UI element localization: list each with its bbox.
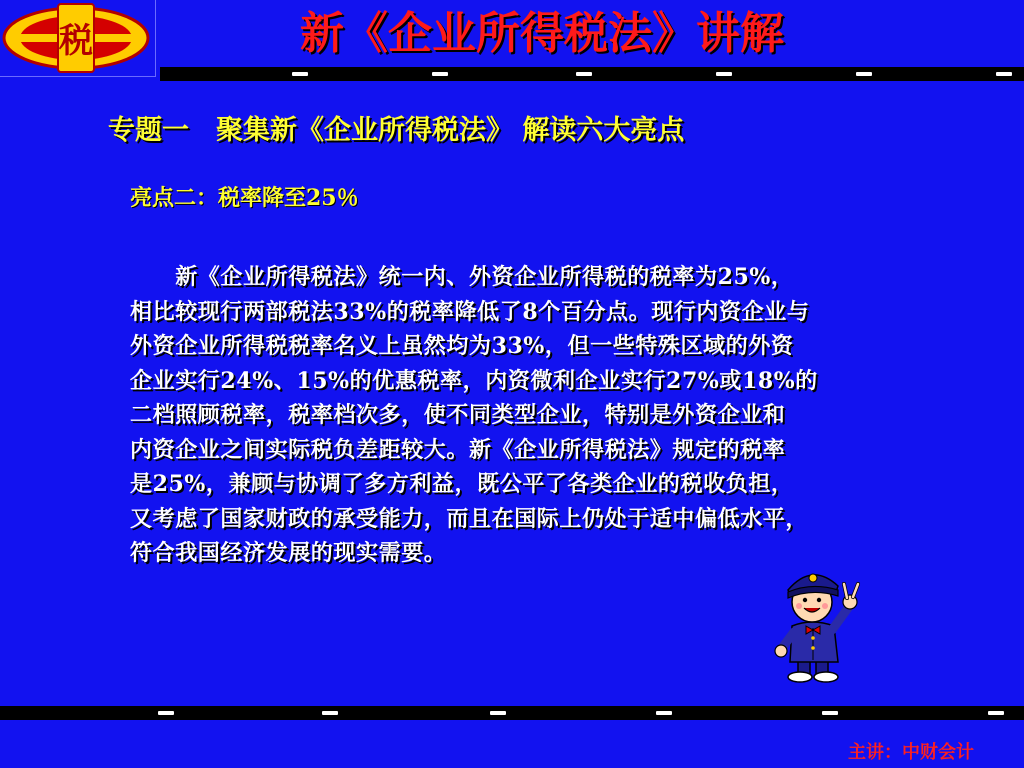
bottom-film-strip xyxy=(0,706,1024,720)
page-title: 新《企业所得税法》讲解 xyxy=(300,8,784,59)
body-paragraph xyxy=(130,260,980,571)
body-line: 内资企业之间实际税负差距较大。新《企业所得税法》规定的税率 xyxy=(130,436,786,463)
tax-emblem-icon xyxy=(0,0,155,76)
highlight-title: 亮点二：税率降至25％ xyxy=(130,185,359,211)
logo-text: 税 xyxy=(59,21,93,61)
top-film-strip xyxy=(160,67,1024,81)
strip-hole xyxy=(656,711,672,715)
body-line: 又考虑了国家财政的承受能力，而且在国际上仍处于适中偏低水平， xyxy=(130,505,809,532)
strip-hole xyxy=(716,72,732,76)
strip-hole xyxy=(322,711,338,715)
strip-hole xyxy=(822,711,838,715)
strip-hole xyxy=(576,72,592,76)
presenter-label: 主讲：中财会计 xyxy=(848,742,974,763)
body-line: 是25%，兼顾与协调了多方利益，既公平了各类企业的税收负担， xyxy=(130,471,794,497)
body-line: 相比较现行两部税法33%的税率降低了8个百分点。现行内资企业与 xyxy=(130,298,810,325)
strip-hole xyxy=(988,711,1004,715)
strip-hole xyxy=(292,72,308,76)
body-line: 企业实行24%、15%的优惠税率，内资微利企业实行27%或18%的 xyxy=(130,367,818,394)
section-title: 专题一 聚集新《企业所得税法》 解读六大亮点 xyxy=(108,115,685,146)
body-line: 符合我国经济发展的现实需要。 xyxy=(130,540,447,566)
logo xyxy=(0,0,156,77)
strip-hole xyxy=(158,711,174,715)
strip-hole xyxy=(490,711,506,715)
strip-hole xyxy=(432,72,448,76)
strip-hole xyxy=(856,72,872,76)
body-line: 二档照顾税率，税率档次多，使不同类型企业，特别是外资企业和 xyxy=(130,402,786,428)
body-line: 外资企业所得税税率名义上虽然均为33%，但一些特殊区域的外资 xyxy=(130,333,794,359)
tax-officer-mascot-icon xyxy=(772,556,872,686)
body-line: 新《企业所得税法》统一内、外资企业所得税的税率为25%， xyxy=(130,264,794,290)
strip-hole xyxy=(996,72,1012,76)
